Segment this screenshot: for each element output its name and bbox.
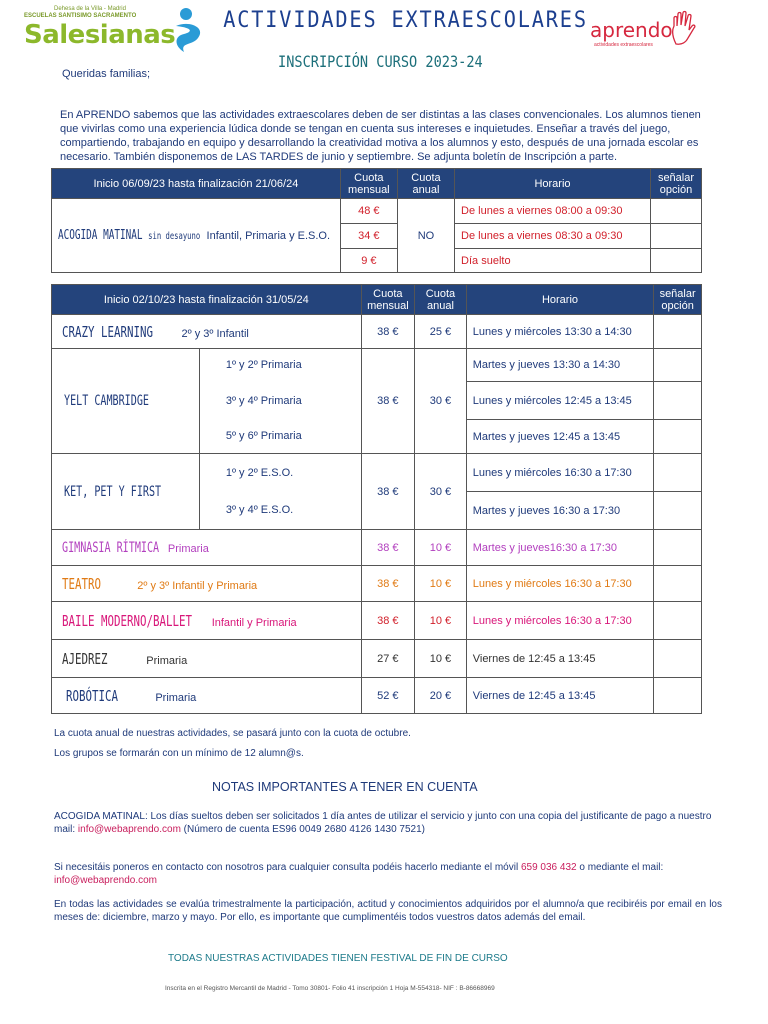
logo-tagline: Dehesa de la Villa - Madrid	[54, 6, 126, 12]
select-option-cell[interactable]	[650, 199, 701, 224]
aprendo-logo	[590, 10, 700, 50]
activity-name: ROBÓTICA	[66, 686, 119, 705]
aprendo-wordmark: aprendo	[590, 18, 673, 42]
annual-fee-cell: 10 €	[415, 530, 467, 566]
annual-fee-cell: 30 €	[415, 454, 467, 530]
activity-name: BAILE MODERNO/BALLET	[62, 611, 193, 630]
select-option-cell[interactable]	[654, 420, 702, 454]
schedule-cell: Lunes y miércoles 16:30 a 17:30	[466, 566, 653, 602]
schedule-cell: Día suelto	[455, 249, 651, 273]
logo-wordmark: Salesianas	[24, 20, 176, 50]
intro-paragraph: En APRENDO sabemos que las actividades extraescolares deben de ser distintas a las clases convencionales. Los alumnos tienen que vivirlas como una experiencia lúdica donde se tengan en cuenta sus intereses e inquietudes. Enseñar a través del juego, compartiendo, trabajando en equipo y desarrollando la creatividad motiva a los alumnos y esto, después de una jornada escolar es necesario. También disponemos de LAS TARDES de junio y septiembre. Se adjunta boletín de Inscripción a parte.	[60, 109, 701, 163]
activity-name: CRAZY LEARNING	[62, 322, 154, 341]
fee-cell: 27 €	[361, 640, 415, 678]
email-link[interactable]: info@webaprendo.com	[54, 875, 157, 886]
fee-cell: 38 €	[361, 349, 415, 454]
schedule-header: Horario	[455, 169, 651, 199]
annual-fee-cell: 20 €	[415, 678, 467, 714]
monthly-fee-header: Cuota mensual	[361, 285, 415, 315]
schedule-cell: Lunes y miércoles 16:30 a 17:30	[466, 602, 653, 640]
fee-cell: 38 €	[361, 454, 415, 530]
select-option-cell[interactable]	[654, 349, 702, 382]
activity-cell	[52, 678, 362, 714]
activity-level: 5º y 6º Primaria	[199, 420, 361, 454]
festival-note: TODAS NUESTRAS ACTIVIDADES TIENEN FESTIVAL DE FIN DE CURSO	[168, 953, 508, 964]
acogida-table	[51, 168, 702, 273]
activity-cell	[52, 349, 200, 454]
select-option-cell[interactable]	[654, 454, 702, 492]
fee-cell: 38 €	[361, 530, 415, 566]
schedule-cell: De lunes a viernes 08:00 a 09:30	[455, 199, 651, 224]
activity-name: AJEDREZ	[62, 649, 108, 668]
annual-fee-cell: 25 €	[415, 315, 467, 349]
monthly-fee-header: Cuota mensual	[340, 169, 397, 199]
annual-fee-header: Cuota anual	[397, 169, 454, 199]
select-option-header: señalar opción	[654, 285, 702, 315]
schedule-cell: Viernes de 12:45 a 13:45	[466, 640, 653, 678]
evaluation-note: En todas las actividades se evalúa trimestralmente la participación, actitud y conocimientos adquiridos por el alumno/a que recibiréis por email en los meses de: diciembre, marzo y mayo. Por ello, es importante que cumplimentéis todos vuestros datos además del email.	[54, 899, 722, 923]
bank-account-text: (Número de cuenta ES96 0049 2680 4126 1430 7521)	[180, 824, 425, 835]
period-header: Inicio 06/09/23 hasta finalización 21/06/24	[52, 169, 341, 199]
select-option-cell[interactable]	[654, 315, 702, 349]
phone-link[interactable]: 659 036 432	[520, 862, 577, 873]
activity-level: 2º y 3º Infantil y Primaria	[137, 579, 258, 592]
schedule-cell: Martes y jueves16:30 a 17:30	[466, 530, 653, 566]
schedule-cell: Martes y jueves 12:45 a 13:45	[466, 420, 653, 454]
activity-level: 1º y 2º E.S.O.	[199, 454, 361, 492]
group-size-note: Los grupos se formarán con un mínimo de 12 alumn@s.	[54, 748, 304, 759]
activity-level: 1º y 2º Primaria	[199, 349, 361, 382]
logo-school-name: ESCUELAS SANTISIMO SACRAMENTO	[24, 13, 137, 19]
activity-level: Primaria	[146, 654, 188, 667]
annual-fee-header: Cuota anual	[415, 285, 467, 315]
email-link[interactable]: info@webaprendo.com	[77, 824, 181, 835]
page-subtitle: INSCRIPCIÓN CURSO 2023-24	[278, 52, 483, 71]
select-option-cell[interactable]	[654, 530, 702, 566]
schedule-cell: Lunes y miércoles 12:45 a 13:45	[466, 382, 653, 420]
select-option-cell[interactable]	[654, 678, 702, 714]
contact-note-text: Si necesitáis poneros en contacto con nosotros para cualquier consulta podéis hacerlo mediante el móvil	[54, 862, 521, 873]
activity-name: TEATRO	[62, 574, 102, 593]
activity-cell	[52, 454, 200, 530]
activity-name: ACOGIDA MATINAL sin desayuno	[58, 228, 201, 243]
greeting: Queridas familias;	[62, 68, 151, 80]
activity-level: Primaria	[167, 542, 209, 555]
acogida-note-text: ACOGIDA MATINAL: Los días sueltos deben ser solicitados 1 día antes de utilizar el servicio y junto con una copia del justificante de pago a nuestro mail:	[54, 811, 712, 835]
activity-level: Infantil y Primaria	[211, 616, 297, 629]
activity-level: 3º y 4º Primaria	[199, 382, 361, 420]
activity-cell	[52, 602, 362, 640]
select-option-cell[interactable]	[654, 602, 702, 640]
activity-name: YELT CAMBRIDGE	[64, 393, 149, 409]
select-option-cell[interactable]	[654, 382, 702, 420]
activities-table	[51, 284, 702, 714]
footer-registry: Inscrita en el Registro Mercantil de Madrid - Tomo 30801- Folio 41 inscripción 1 Hoja M-554318- NIF : B-86668969	[165, 985, 495, 992]
salesianas-emblem-icon	[172, 6, 208, 56]
activity-cell	[52, 566, 362, 602]
activity-level: 2º y 3º Infantil	[181, 327, 249, 340]
annual-fee-cell: NO	[397, 199, 454, 273]
select-option-header: señalar opción	[650, 169, 701, 199]
fee-cell: 48 €	[340, 199, 397, 224]
fee-cell: 52 €	[361, 678, 415, 714]
activity-level: 3º y 4º E.S.O.	[199, 492, 361, 530]
schedule-cell: De lunes a viernes 08:30 a 09:30	[455, 224, 651, 249]
activity-name: KET, PET Y FIRST	[64, 483, 162, 500]
fee-cell: 34 €	[340, 224, 397, 249]
acogida-note	[54, 810, 722, 836]
schedule-cell: Martes y jueves 16:30 a 17:30	[466, 492, 653, 530]
fee-cell: 38 €	[361, 602, 415, 640]
select-option-cell[interactable]	[654, 566, 702, 602]
activity-level: Infantil, Primaria y E.S.O.	[206, 230, 331, 242]
select-option-cell[interactable]	[654, 492, 702, 530]
fee-cell: 38 €	[361, 315, 415, 349]
aprendo-tagline: actividades extraescolares	[594, 42, 653, 48]
schedule-header: Horario	[466, 285, 653, 315]
fee-cell: 9 €	[340, 249, 397, 273]
annual-fee-note: La cuota anual de nuestras actividades, se pasará junto con la cuota de octubre.	[54, 728, 411, 739]
annual-fee-cell: 30 €	[415, 349, 467, 454]
schedule-cell: Martes y jueves 13:30 a 14:30	[466, 349, 653, 382]
notes-heading: NOTAS IMPORTANTES A TENER EN CUENTA	[212, 780, 478, 794]
activity-level: Primaria	[155, 691, 197, 704]
salesianas-logo	[24, 6, 204, 58]
select-option-cell[interactable]	[654, 640, 702, 678]
contact-note-text-2: o mediante el mail:	[576, 862, 664, 873]
activity-cell	[52, 315, 362, 349]
annual-fee-cell: 10 €	[415, 566, 467, 602]
select-option-cell[interactable]	[650, 249, 701, 273]
select-option-cell[interactable]	[650, 224, 701, 249]
schedule-cell: Viernes de 12:45 a 13:45	[466, 678, 653, 714]
schedule-cell: Lunes y miércoles 16:30 a 17:30	[466, 454, 653, 492]
activity-name: GIMNASIA RÍTMICA	[62, 539, 160, 556]
annual-fee-cell: 10 €	[415, 602, 467, 640]
period-header: Inicio 02/10/23 hasta finalización 31/05/24	[52, 285, 362, 315]
schedule-cell: Lunes y miércoles 13:30 a 14:30	[466, 315, 653, 349]
contact-note	[54, 861, 722, 887]
activity-cell	[52, 640, 362, 678]
activity-cell	[52, 530, 362, 566]
annual-fee-cell: 10 €	[415, 640, 467, 678]
activity-cell	[52, 199, 341, 273]
fee-cell: 38 €	[361, 566, 415, 602]
hand-icon	[670, 10, 696, 46]
page-title: ACTIVIDADES EXTRAESCOLARES	[223, 8, 588, 33]
